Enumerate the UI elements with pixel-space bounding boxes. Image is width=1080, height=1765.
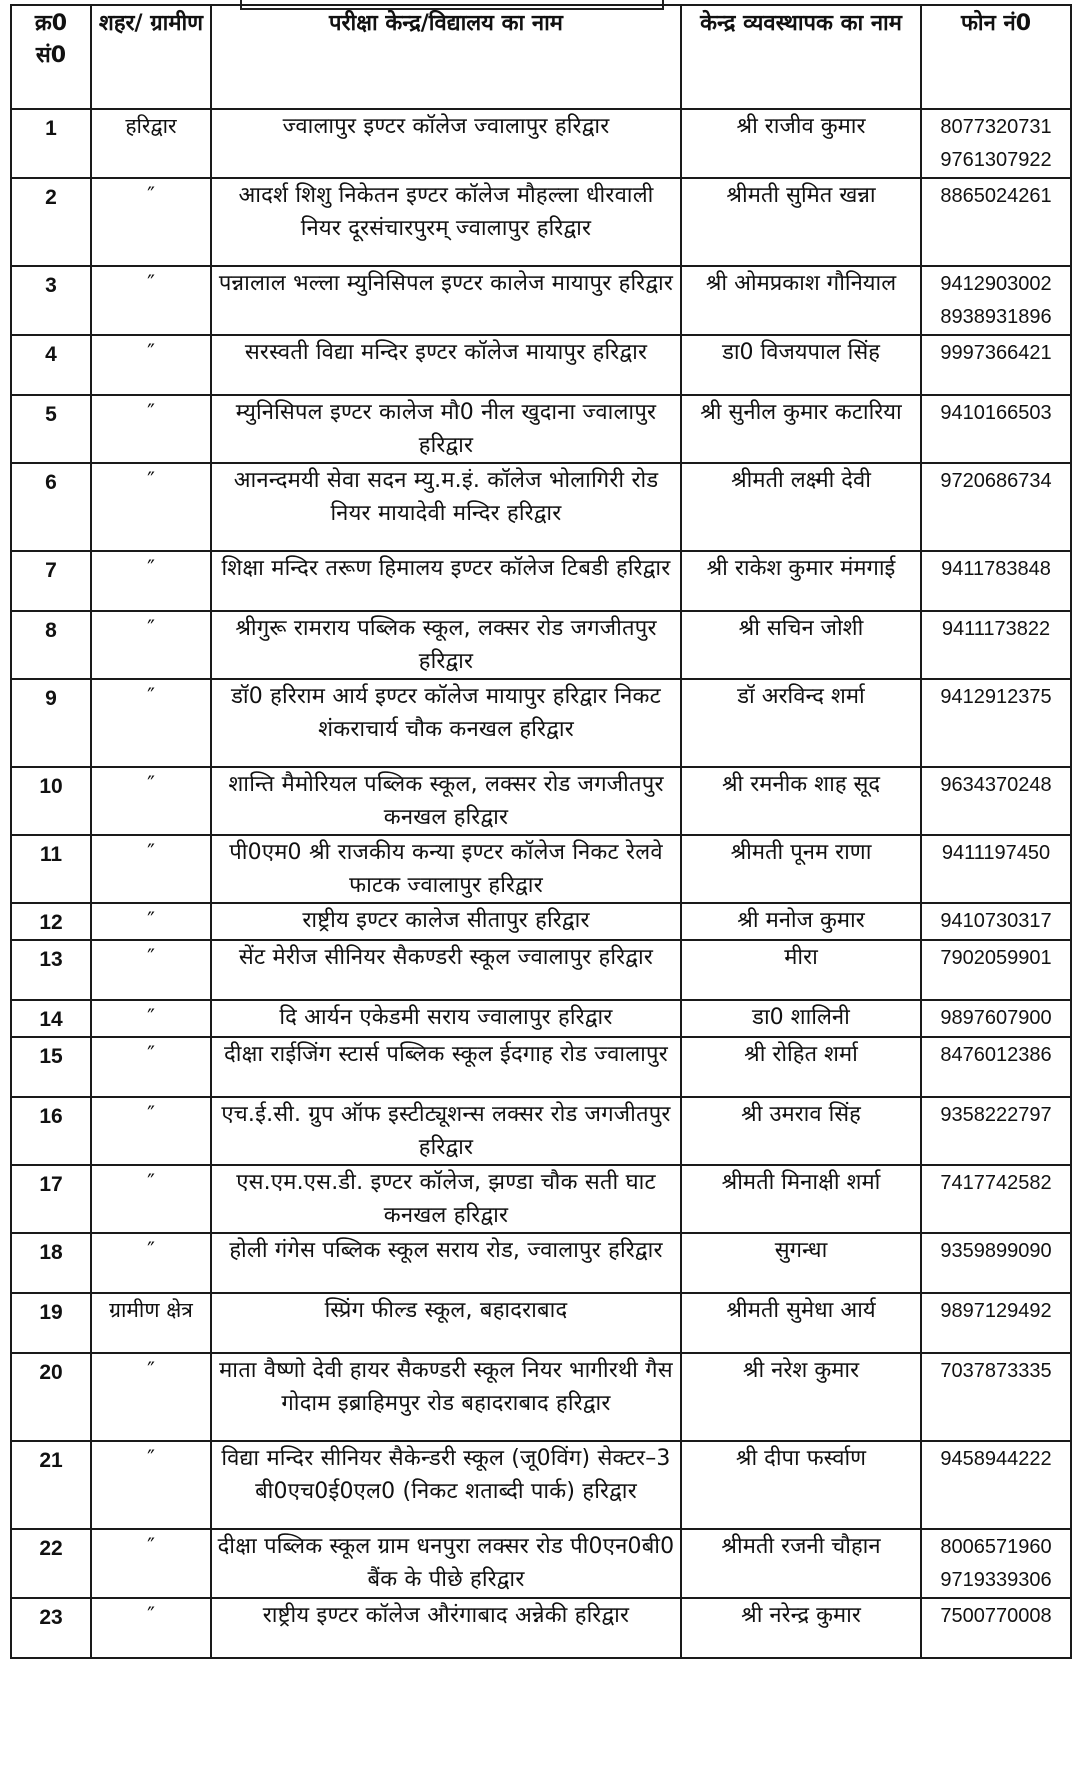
- phone-number: 9359899090: [940, 1240, 1052, 1262]
- centre-manager-cell: श्रीमती रजनी चौहान: [681, 1529, 921, 1598]
- header-exam-centre-name: परीक्षा केन्द्र/विद्यालय का नाम: [211, 5, 681, 109]
- centre-manager-cell: श्रीमती पूनम राणा: [681, 835, 921, 903]
- phone-number-cell: [921, 463, 1071, 551]
- area-cell: ″: [91, 1529, 211, 1598]
- exam-centre-name-cell: पी0एम0 श्री राजकीय कन्या इण्टर कॉलेज निकट रेलवे फाटक ज्वालापुर हरिद्वार: [211, 835, 681, 903]
- serial-number-cell: 13: [11, 940, 91, 1000]
- centre-manager-cell: श्रीमती लक्ष्मी देवी: [681, 463, 921, 551]
- area-cell: ″: [91, 767, 211, 835]
- table-row: [11, 1353, 1071, 1441]
- phone-number: 9358222797: [940, 1104, 1052, 1126]
- serial-number-cell: 18: [11, 1233, 91, 1293]
- phone-number: 9410166503: [940, 402, 1052, 424]
- phone-number-cell: [921, 679, 1071, 767]
- table-row: [11, 1598, 1071, 1658]
- phone-number-cell: [921, 1293, 1071, 1353]
- phone-number: 8077320731: [940, 116, 1052, 138]
- serial-number-cell: 12: [11, 903, 91, 940]
- phone-number-cell: [921, 1441, 1071, 1529]
- serial-number-cell: 5: [11, 395, 91, 463]
- centre-manager-cell: श्री रोहित शर्मा: [681, 1037, 921, 1097]
- exam-centre-name-cell: आनन्दमयी सेवा सदन म्यु.म.इं. कॉलेज भोलागिरी रोड नियर मायादेवी मन्दिर हरिद्वार: [211, 463, 681, 551]
- area-cell: ″: [91, 178, 211, 266]
- exam-centre-name-cell: दि आर्यन एकेडमी सराय ज्वालापुर हरिद्वार: [211, 1000, 681, 1037]
- phone-number: 8865024261: [940, 185, 1052, 207]
- exam-centre-name-cell: होली गंगेस पब्लिक स्कूल सराय रोड, ज्वालापुर हरिद्वार: [211, 1233, 681, 1293]
- header-city-rural: शहर/ ग्रामीण: [91, 5, 211, 109]
- centre-manager-cell: श्रीमती सुमित खन्ना: [681, 178, 921, 266]
- area-cell: ″: [91, 1598, 211, 1658]
- phone-number: 9897607900: [940, 1007, 1052, 1029]
- phone-number: 9897129492: [940, 1300, 1052, 1322]
- phone-number-cell: [921, 551, 1071, 611]
- phone-number: 9412912375: [940, 686, 1052, 708]
- table-row: [11, 1097, 1071, 1165]
- centre-manager-cell: श्री नरेन्द्र कुमार: [681, 1598, 921, 1658]
- area-cell: ″: [91, 1165, 211, 1233]
- phone-number-cell: [921, 395, 1071, 463]
- serial-number-cell: 6: [11, 463, 91, 551]
- exam-centre-name-cell: राष्ट्रीय इण्टर कॉलेज औरंगाबाद अन्नेकी हरिद्वार: [211, 1598, 681, 1658]
- header-serial-number: क्र0 सं0: [11, 5, 91, 109]
- centre-manager-cell: श्री उमराव सिंह: [681, 1097, 921, 1165]
- centre-manager-cell: श्री दीपा फर्स्वाण: [681, 1441, 921, 1529]
- table-row: [11, 266, 1071, 335]
- phone-number: 9411197450: [941, 842, 1051, 864]
- table-row: [11, 1441, 1071, 1529]
- table-row: [11, 940, 1071, 1000]
- phone-number: 9410730317: [940, 910, 1052, 932]
- phone-number: 9634370248: [940, 774, 1052, 796]
- table-row: [11, 1293, 1071, 1353]
- phone-number-cell: [921, 903, 1071, 940]
- phone-number: 9720686734: [940, 470, 1052, 492]
- serial-number-cell: 19: [11, 1293, 91, 1353]
- centre-manager-cell: डा0 विजयपाल सिंह: [681, 335, 921, 395]
- centre-manager-cell: श्री राकेश कुमार मंमगाई: [681, 551, 921, 611]
- centre-manager-cell: श्रीमती मिनाक्षी शर्मा: [681, 1165, 921, 1233]
- exam-centre-name-cell: शिक्षा मन्दिर तरूण हिमालय इण्टर कॉलेज टिबडी हरिद्वार: [211, 551, 681, 611]
- table-row: [11, 551, 1071, 611]
- phone-number: 9997366421: [940, 342, 1052, 364]
- serial-number-cell: 9: [11, 679, 91, 767]
- table-row: [11, 767, 1071, 835]
- centre-manager-cell: श्री सचिन जोशी: [681, 611, 921, 679]
- phone-number: 8006571960: [940, 1536, 1052, 1558]
- phone-number: 9411173822: [941, 618, 1051, 640]
- phone-number-cell: [921, 1529, 1071, 1598]
- centre-manager-cell: श्री मनोज कुमार: [681, 903, 921, 940]
- centre-manager-cell: श्रीमती सुमेधा आर्य: [681, 1293, 921, 1353]
- table-row: [11, 679, 1071, 767]
- table-row: [11, 1037, 1071, 1097]
- area-cell: ″: [91, 835, 211, 903]
- serial-number-cell: 3: [11, 266, 91, 335]
- table-row: [11, 335, 1071, 395]
- table-header: [11, 5, 1071, 109]
- area-cell: ″: [91, 551, 211, 611]
- table-row: [11, 835, 1071, 903]
- exam-centre-name-cell: पन्नालाल भल्ला म्युनिसिपल इण्टर कालेज मायापुर हरिद्वार: [211, 266, 681, 335]
- table-row: [11, 903, 1071, 940]
- exam-centre-name-cell: विद्या मन्दिर सीनियर सैकेन्डरी स्कूल (जू0विंग) सेक्टर–3 बी0एच0ई0एल0 (निकट शताब्दी पार्क) हरिद्वार: [211, 1441, 681, 1529]
- phone-number-cell: [921, 835, 1071, 903]
- phone-number: 7417742582: [940, 1172, 1052, 1194]
- header-phone-number: फोन नं0: [921, 5, 1071, 109]
- phone-number-cell: [921, 1000, 1071, 1037]
- phone-number: 7902059901: [940, 947, 1052, 969]
- table-body: [11, 109, 1071, 1658]
- exam-centre-name-cell: राष्ट्रीय इण्टर कालेज सीतापुर हरिद्वार: [211, 903, 681, 940]
- centre-manager-cell: डॉ अरविन्द शर्मा: [681, 679, 921, 767]
- phone-number-cell: [921, 1598, 1071, 1658]
- centre-manager-cell: श्री नरेश कुमार: [681, 1353, 921, 1441]
- area-cell: ″: [91, 940, 211, 1000]
- serial-number-cell: 2: [11, 178, 91, 266]
- exam-centre-table: [10, 4, 1072, 1659]
- phone-number-cell: [921, 178, 1071, 266]
- centre-manager-cell: डा0 शालिनी: [681, 1000, 921, 1037]
- area-cell: ″: [91, 1037, 211, 1097]
- table-row: [11, 395, 1071, 463]
- area-cell: ″: [91, 266, 211, 335]
- table-row: [11, 1529, 1071, 1598]
- centre-manager-cell: श्री ओमप्रकाश गौनियाल: [681, 266, 921, 335]
- phone-number-cell: [921, 109, 1071, 178]
- exam-centre-name-cell: म्युनिसिपल इण्टर कालेज मौ0 नील खुदाना ज्वालापुर हरिद्वार: [211, 395, 681, 463]
- phone-number-cell: [921, 1353, 1071, 1441]
- table-row: [11, 1000, 1071, 1037]
- serial-number-cell: 23: [11, 1598, 91, 1658]
- exam-centre-name-cell: सेंट मेरीज सीनियर सैकण्डरी स्कूल ज्वालापुर हरिद्वार: [211, 940, 681, 1000]
- exam-centre-name-cell: शान्ति मैमोरियल पब्लिक स्कूल, लक्सर रोड जगजीतपुर कनखल हरिद्वार: [211, 767, 681, 835]
- area-cell: हरिद्वार: [91, 109, 211, 178]
- exam-centre-name-cell: एस.एम.एस.डी. इण्टर कॉलेज, झण्डा चौक सती घाट कनखल हरिद्वार: [211, 1165, 681, 1233]
- centre-manager-cell: श्री सुनील कुमार कटारिया: [681, 395, 921, 463]
- phone-number: 8938931896: [940, 306, 1052, 328]
- area-cell: ″: [91, 335, 211, 395]
- area-cell: ″: [91, 903, 211, 940]
- area-cell: ग्रामीण क्षेत्र: [91, 1293, 211, 1353]
- area-cell: ″: [91, 1233, 211, 1293]
- exam-centre-name-cell: स्प्रिंग फील्ड स्कूल, बहादराबाद: [211, 1293, 681, 1353]
- phone-number: 8476012386: [940, 1044, 1052, 1066]
- area-cell: ″: [91, 1097, 211, 1165]
- serial-number-cell: 22: [11, 1529, 91, 1598]
- serial-number-cell: 15: [11, 1037, 91, 1097]
- area-cell: ″: [91, 1441, 211, 1529]
- phone-number: 9761307922: [940, 149, 1052, 171]
- phone-number: 9719339306: [940, 1569, 1052, 1591]
- serial-number-cell: 16: [11, 1097, 91, 1165]
- exam-centre-name-cell: ज्वालापुर इण्टर कॉलेज ज्वालापुर हरिद्वार: [211, 109, 681, 178]
- area-cell: ″: [91, 1353, 211, 1441]
- exam-centre-name-cell: माता वैष्णो देवी हायर सैकण्डरी स्कूल नियर भागीरथी गैस गोदाम इब्राहिमपुर रोड बहादराबाद हरिद्वार: [211, 1353, 681, 1441]
- centre-manager-cell: मीरा: [681, 940, 921, 1000]
- exam-centre-name-cell: आदर्श शिशु निकेतन इण्टर कॉलेज मौहल्ला धीरवाली नियर दूरसंचारपुरम् ज्वालापुर हरिद्वार: [211, 178, 681, 266]
- exam-centre-name-cell: दीक्षा पब्लिक स्कूल ग्राम धनपुरा लक्सर रोड पी0एन0बी0 बैंक के पीछे हरिद्वार: [211, 1529, 681, 1598]
- serial-number-cell: 17: [11, 1165, 91, 1233]
- serial-number-cell: 7: [11, 551, 91, 611]
- phone-number-cell: [921, 940, 1071, 1000]
- phone-number-cell: [921, 1233, 1071, 1293]
- area-cell: ″: [91, 395, 211, 463]
- phone-number-cell: [921, 1097, 1071, 1165]
- area-cell: ″: [91, 679, 211, 767]
- serial-number-cell: 20: [11, 1353, 91, 1441]
- phone-number: 9412903002: [940, 273, 1052, 295]
- exam-centre-name-cell: एच.ई.सी. ग्रुप ऑफ इस्टीट्यूशन्स लक्सर रोड जगजीतपुर हरिद्वार: [211, 1097, 681, 1165]
- exam-centre-name-cell: श्रीगुरू रामराय पब्लिक स्कूल, लक्सर रोड जगजीतपुर हरिद्वार: [211, 611, 681, 679]
- table-row: [11, 611, 1071, 679]
- serial-number-cell: 10: [11, 767, 91, 835]
- area-cell: ″: [91, 611, 211, 679]
- serial-number-cell: 14: [11, 1000, 91, 1037]
- centre-manager-cell: श्री राजीव कुमार: [681, 109, 921, 178]
- area-cell: ″: [91, 1000, 211, 1037]
- phone-number: 7037873335: [940, 1360, 1052, 1382]
- centre-manager-cell: श्री रमनीक शाह सूद: [681, 767, 921, 835]
- table-row: [11, 109, 1071, 178]
- exam-centre-name-cell: डॉ0 हरिराम आर्य इण्टर कॉलेज मायापुर हरिद्वार निकट शंकराचार्य चौक कनखल हरिद्वार: [211, 679, 681, 767]
- serial-number-cell: 1: [11, 109, 91, 178]
- phone-number-cell: [921, 767, 1071, 835]
- table-row: [11, 178, 1071, 266]
- phone-number-cell: [921, 266, 1071, 335]
- serial-number-cell: 21: [11, 1441, 91, 1529]
- phone-number-cell: [921, 335, 1071, 395]
- serial-number-cell: 4: [11, 335, 91, 395]
- centre-manager-cell: सुगन्धा: [681, 1233, 921, 1293]
- header-centre-manager-name: केन्द्र व्यवस्थापक का नाम: [681, 5, 921, 109]
- phone-number: 9458944222: [940, 1448, 1052, 1470]
- phone-number-cell: [921, 611, 1071, 679]
- serial-number-cell: 8: [11, 611, 91, 679]
- phone-number: 7500770008: [940, 1605, 1052, 1627]
- phone-number: 9411783848: [941, 558, 1051, 580]
- table-row: [11, 1165, 1071, 1233]
- table-row: [11, 463, 1071, 551]
- table-row: [11, 1233, 1071, 1293]
- serial-number-cell: 11: [11, 835, 91, 903]
- header-row: [11, 5, 1071, 109]
- phone-number-cell: [921, 1037, 1071, 1097]
- phone-number-cell: [921, 1165, 1071, 1233]
- exam-centre-name-cell: दीक्षा राईजिंग स्टार्स पब्लिक स्कूल ईदगाह रोड ज्वालापुर: [211, 1037, 681, 1097]
- exam-centre-name-cell: सरस्वती विद्या मन्दिर इण्टर कॉलेज मायापुर हरिद्वार: [211, 335, 681, 395]
- area-cell: ″: [91, 463, 211, 551]
